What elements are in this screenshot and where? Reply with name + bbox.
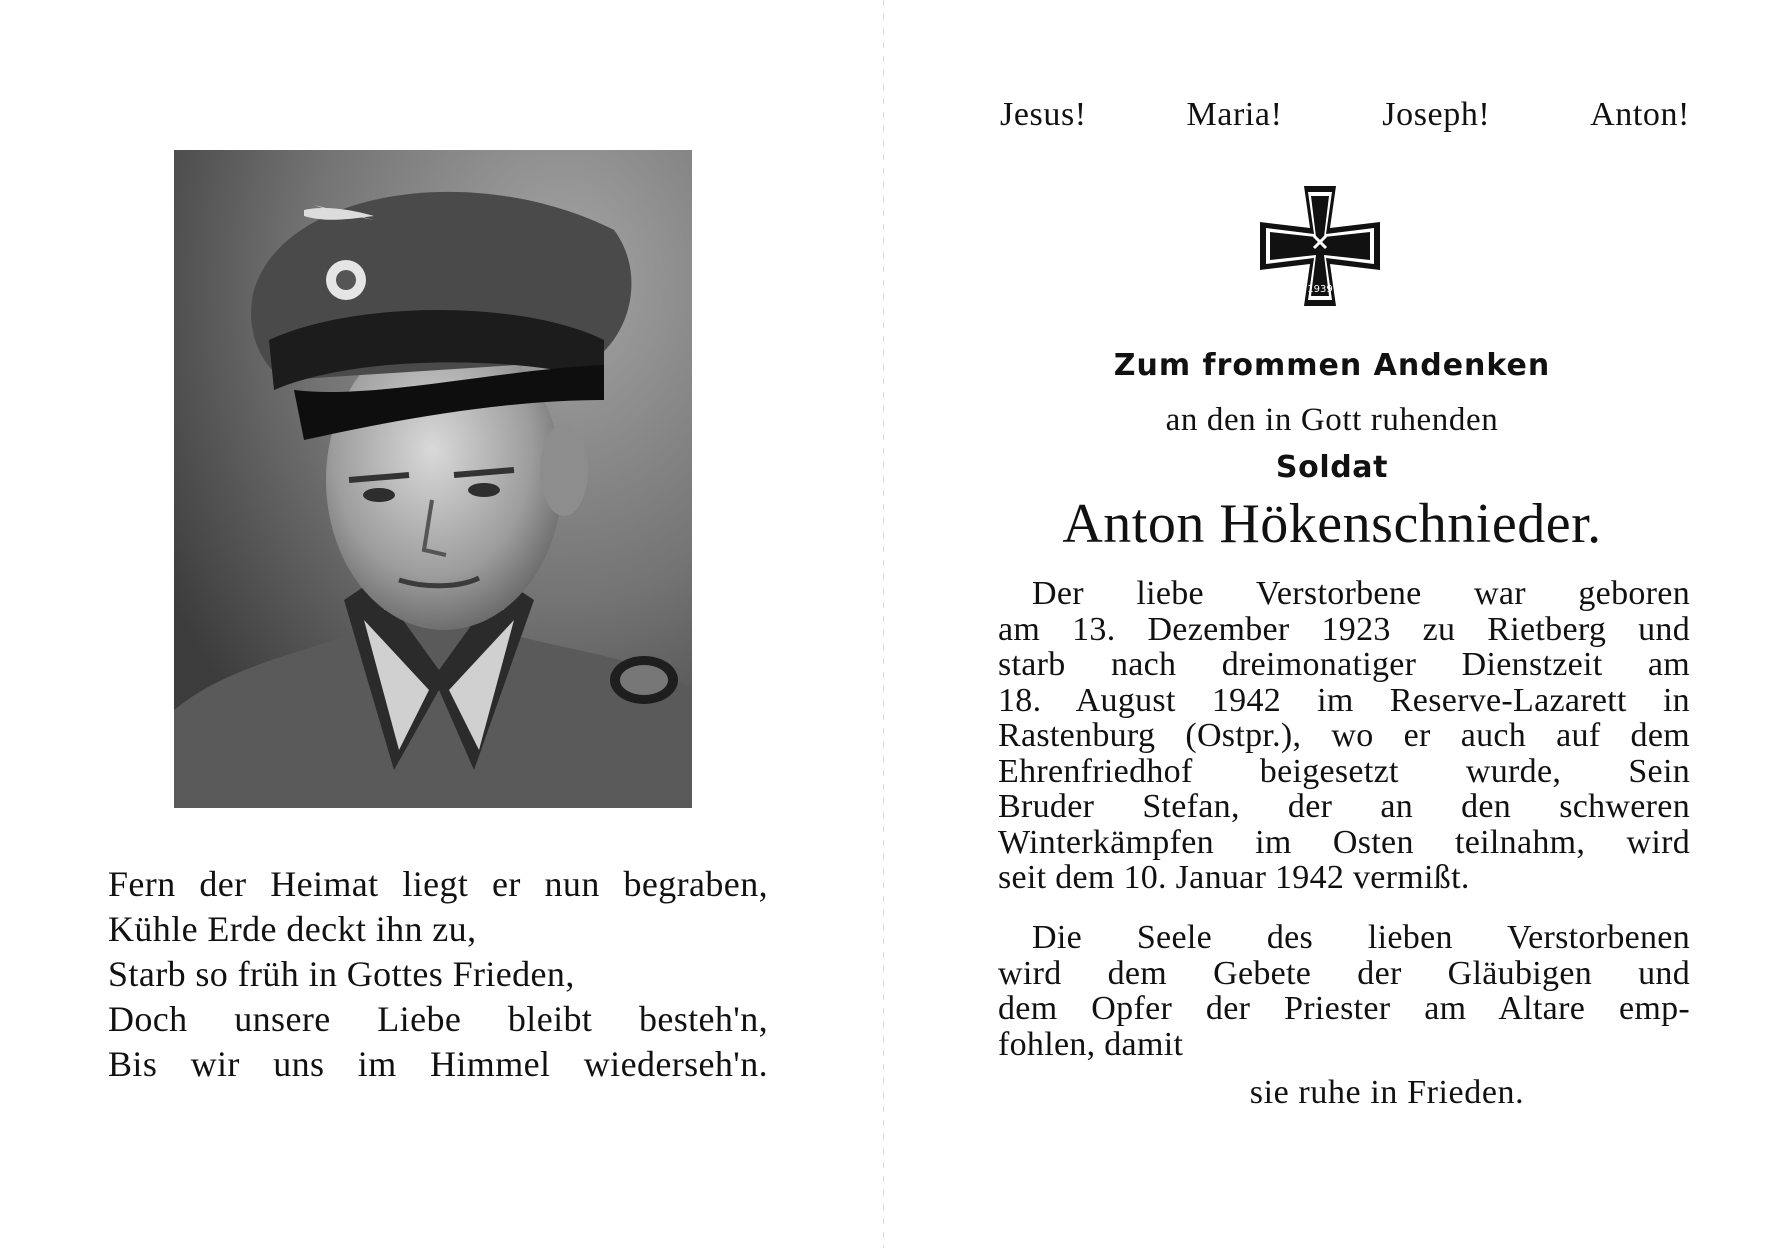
biography-line: Der liebe Verstorbene war geboren bbox=[1032, 575, 1690, 612]
invocation-word: Joseph! bbox=[1382, 96, 1491, 133]
invocation-word: Anton! bbox=[1590, 96, 1690, 133]
biography-line: Bruder Stefan, der an den schweren bbox=[998, 788, 1690, 825]
poem-line: Fern der Heimat liegt er nun begraben, bbox=[108, 864, 768, 904]
memorial-poem bbox=[108, 862, 768, 1087]
biography-line: 18. August 1942 im Reserve-Lazarett in bbox=[998, 681, 1690, 719]
right-page bbox=[880, 0, 1784, 1248]
prayer-line: dem Opfer der Priester am Altare emp- bbox=[998, 990, 1690, 1027]
poem-line: Bis wir uns im Himmel wiederseh'n. bbox=[108, 1044, 768, 1084]
portrait-illustration bbox=[174, 150, 692, 808]
invocation-word: Maria! bbox=[1186, 96, 1283, 133]
rank-label: Soldat bbox=[1275, 450, 1389, 485]
memorial-subheading: an den in Gott ruhenden bbox=[1165, 402, 1499, 438]
cross-year: 1939 bbox=[1307, 284, 1333, 295]
iron-cross-icon bbox=[1258, 184, 1382, 308]
biography-line: Ehrenfriedhof beigesetzt wurde, Sein bbox=[998, 752, 1690, 790]
biography-line: starb nach dreimonatiger Dienstzeit am bbox=[998, 646, 1690, 683]
prayer-line: Die Seele des lieben Verstorbenen bbox=[1032, 919, 1690, 956]
left-page bbox=[0, 0, 880, 1248]
poem-line: Kühle Erde deckt ihn zu, bbox=[108, 909, 477, 949]
deceased-name: Anton Hökenschnieder. bbox=[1062, 493, 1602, 555]
biography-line: seit dem 10. Januar 1942 vermißt. bbox=[998, 859, 1470, 896]
invocation-line bbox=[1000, 96, 1690, 134]
prayer-text bbox=[998, 920, 1690, 1062]
soldier-portrait-photo bbox=[174, 150, 692, 808]
prayer-line: wird dem Gebete der Gläubigen und bbox=[998, 954, 1690, 992]
memorial-heading: Zum frommen Andenken bbox=[1113, 348, 1551, 383]
biography-text bbox=[998, 576, 1690, 896]
prayer-line: fohlen, damit bbox=[998, 1025, 1184, 1063]
poem-line: Doch unsere Liebe bleibt besteh'n, bbox=[108, 999, 768, 1039]
biography-line: am 13. Dezember 1923 zu Rietberg und bbox=[998, 610, 1690, 648]
biography-line: Rastenburg (Ostpr.), wo er auch auf dem bbox=[998, 717, 1690, 754]
biography-line: Winterkämpfen im Osten teilnahm, wird bbox=[998, 823, 1690, 861]
poem-line: Starb so früh in Gottes Frieden, bbox=[108, 954, 575, 994]
closing-line: sie ruhe in Frieden. bbox=[1249, 1074, 1525, 1111]
invocation-word: Jesus! bbox=[1000, 96, 1087, 133]
